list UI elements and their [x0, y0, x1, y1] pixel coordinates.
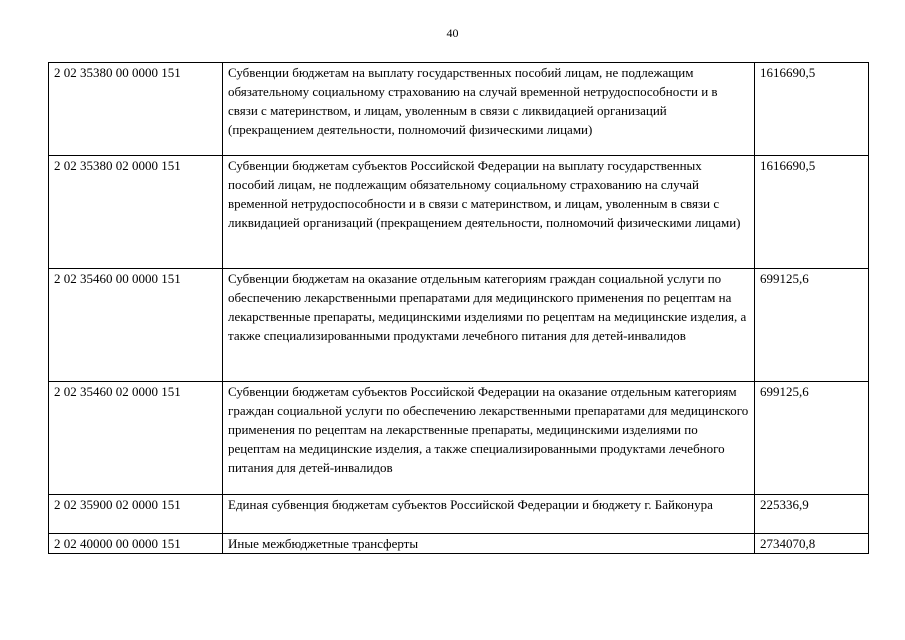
page-number: 40 [446, 26, 459, 40]
budget-description: Иные межбюджетные трансферты [223, 534, 755, 554]
budget-code: 2 02 35460 02 0000 151 [49, 382, 223, 495]
table-row [49, 156, 869, 269]
budget-amount: 699125,6 [755, 269, 869, 382]
table-row [49, 269, 869, 382]
table-row [49, 495, 869, 534]
budget-amount: 225336,9 [755, 495, 869, 534]
budget-code: 2 02 35900 02 0000 151 [49, 495, 223, 534]
budget-code: 2 02 35460 00 0000 151 [49, 269, 223, 382]
budget-description: Субвенции бюджетам субъектов Российской Федерации на выплату государственных пособий лицам, не подлежащим обязательному социальному страхованию на случай временной нетрудоспособности и в связи с материнством, и лицам, уволенным в связи с ликвидацией организаций (прекращением деятельности, полномочий физическими лицами) [223, 156, 755, 269]
budget-table [48, 62, 869, 554]
budget-code: 2 02 40000 00 0000 151 [49, 534, 223, 554]
budget-amount: 699125,6 [755, 382, 869, 495]
budget-description: Субвенции бюджетам на выплату государственных пособий лицам, не подлежащим обязательному социальному страхованию на случай временной нетрудоспособности и в связи с материнством, и лицам, уволенным в связи с ликвидацией организаций (прекращением деятельности, полномочий физическими лицами) [223, 63, 755, 156]
budget-amount: 1616690,5 [755, 156, 869, 269]
budget-code: 2 02 35380 00 0000 151 [49, 63, 223, 156]
budget-description: Единая субвенция бюджетам субъектов Российской Федерации и бюджету г. Байконура [223, 495, 755, 534]
table-row [49, 382, 869, 495]
budget-amount: 2734070,8 [755, 534, 869, 554]
budget-code: 2 02 35380 02 0000 151 [49, 156, 223, 269]
table-row [49, 534, 869, 554]
table-row [49, 63, 869, 156]
budget-description: Субвенции бюджетам на оказание отдельным категориям граждан социальной услуги по обеспечению лекарственными препаратами для медицинского применения по рецептам на лекарственные препараты, медицинскими изделиями по рецептам на медицинские изделия, а также специализированными продуктами лечебного питания для детей-инвалидов [223, 269, 755, 382]
budget-description: Субвенции бюджетам субъектов Российской Федерации на оказание отдельным категориям граждан социальной услуги по обеспечению лекарственными препаратами для медицинского применения по рецептам на лекарственные препараты, медицинскими изделиями по рецептам на медицинские изделия, а также специализированными продуктами лечебного питания для детей-инвалидов [223, 382, 755, 495]
budget-amount: 1616690,5 [755, 63, 869, 156]
